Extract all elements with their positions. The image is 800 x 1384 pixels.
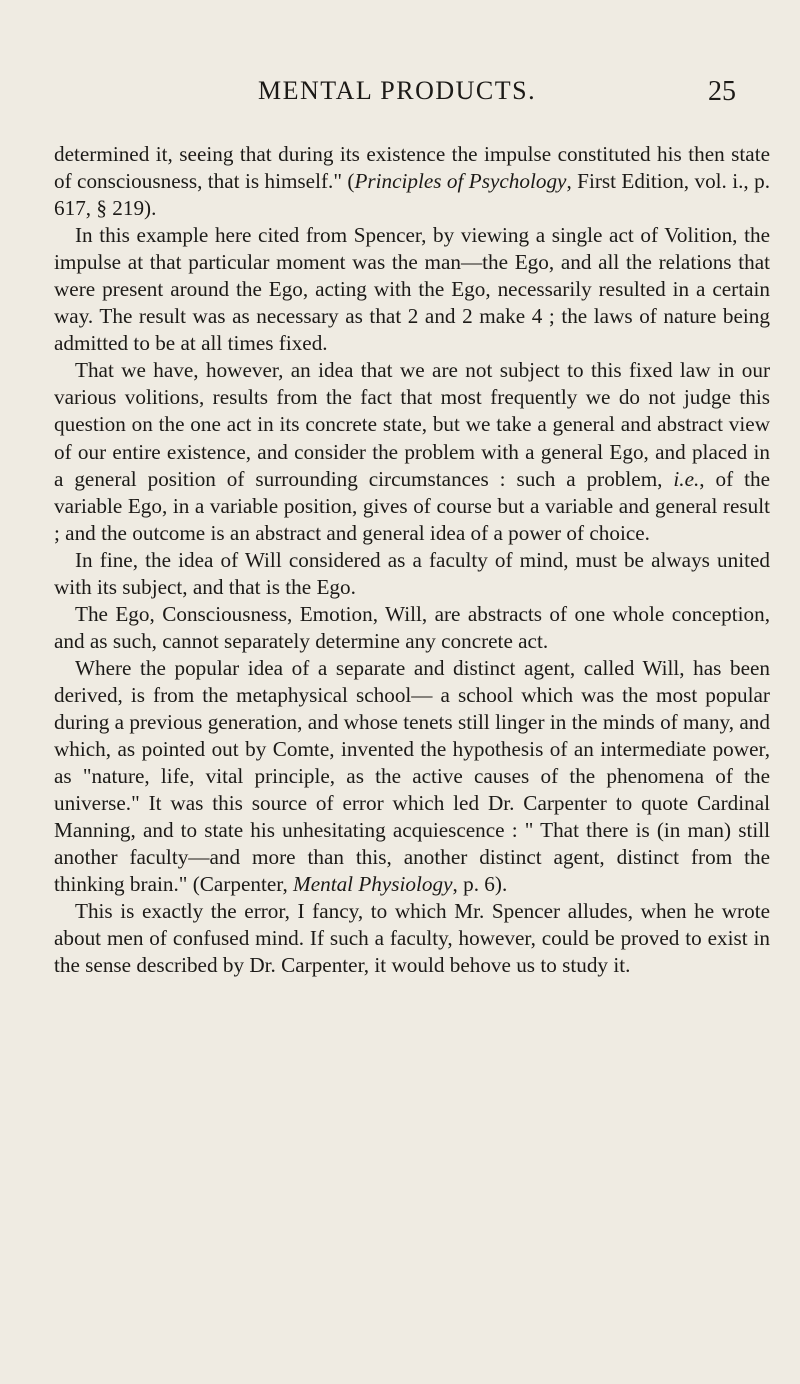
book-title-citation: Principles of Psychology (354, 169, 567, 194)
book-title-citation: Mental Physiology (293, 872, 453, 897)
paragraph (54, 898, 770, 979)
text-run: , First Edition, vol. i., p. 617, § 219). (54, 169, 771, 221)
paragraph (54, 655, 770, 898)
body-text (54, 141, 770, 979)
paragraph (54, 222, 770, 357)
paragraph (54, 601, 770, 655)
paragraph (54, 141, 770, 222)
text-run: , p. 6). (452, 872, 508, 897)
text-run: In fine, the idea of Will considered as a faculty of mind, must be always united with its subject, and that is the Ego. (54, 547, 770, 599)
italic-abbreviation: i.e. (673, 466, 700, 491)
text-run: , of the variable Ego, in a variable position, gives of course but a variable and general result ; and the outcome is an abstract and general idea of a power of choice. (54, 466, 770, 545)
text-run: That we have, however, an idea that we are not subject to this fixed law in our various volitions, results from the fact that most frequently we do not judge this question on the one act in its concrete state, but we take a general and abstract view of our entire existence, and consider the problem with a general Ego, and placed in a general position of surrounding circumstances : such a problem, (54, 358, 770, 491)
text-run: determined it, seeing that during its existence the impulse constituted his then state of consciousness, that is himself." ( (54, 142, 770, 194)
paragraph (54, 357, 770, 546)
text-run: Where the popular idea of a separate and distinct agent, called Will, has been derived, is from the metaphysical school— a school which was the most popular during a previous generation, and whose tenets still linger in the minds of many, and which, as pointed out by Comte, invented the hypothesis of an intermediate power, as "nature, life, vital principle, as the active causes of the phenomena of the universe." It was this source of error which led Dr. Carpenter to quote Cardinal Manning, and to state his unhesitating acquiescence : " That there is (in man) still another faculty—and more than this, another distinct agent, distinct from the thinking brain." (Carpenter, (54, 655, 770, 897)
text-run: This is exactly the error, I fancy, to which Mr. Spencer alludes, when he wrote about men of confused mind. If such a faculty, however, could be proved to exist in the sense described by Dr. Carpenter, it would behove us to study it. (54, 899, 770, 978)
text-run: In this example here cited from Spencer, by viewing a single act of Volition, the impulse at that particular moment was the man—the Ego, and all the relations that were present around the Ego, acting with the Ego, necessarily resulted in a certain way. The result was as necessary as that 2 and 2 make 4 ; the laws of nature being admitted to be at all times fixed. (54, 223, 770, 356)
running-title: MENTAL PRODUCTS. (258, 76, 537, 105)
text-run: The Ego, Consciousness, Emotion, Will, are abstracts of one whole conception, and as such, cannot separately determine any concrete act. (54, 601, 770, 653)
page-number: 25 (708, 76, 736, 107)
paragraph (54, 547, 770, 601)
running-head (0, 76, 800, 116)
